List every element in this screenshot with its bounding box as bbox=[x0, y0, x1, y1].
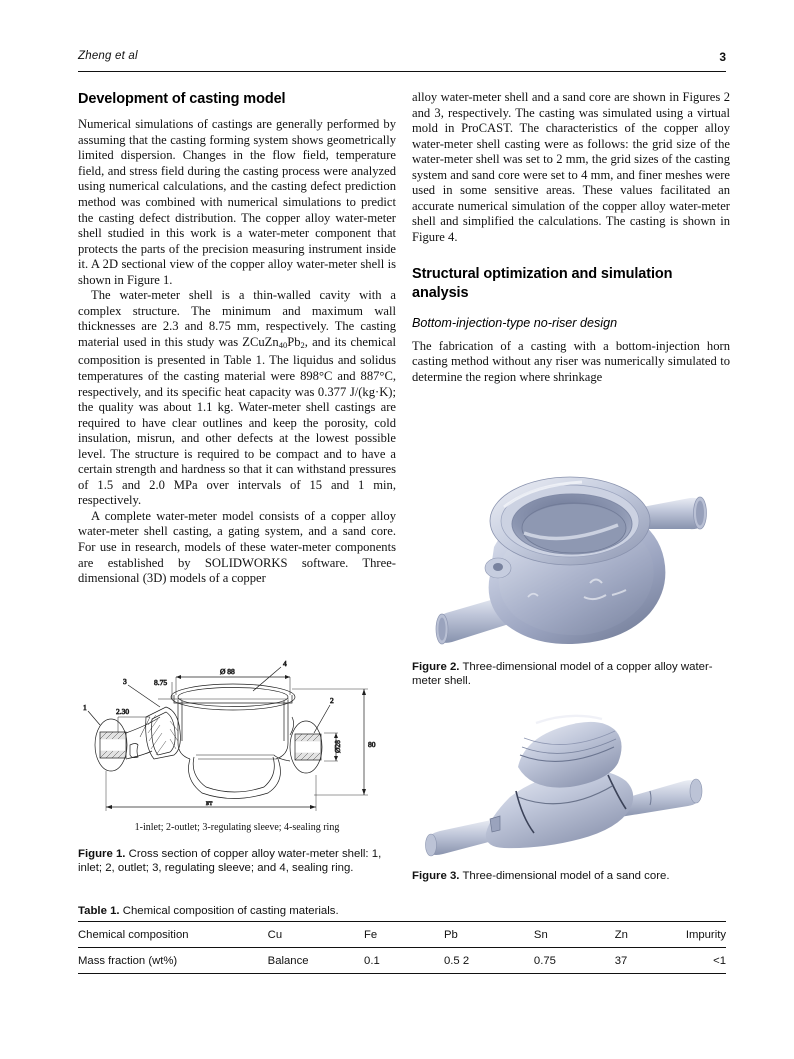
cell-sn: 0.75 bbox=[534, 948, 615, 974]
cell-pb: 0.5 2 bbox=[444, 948, 534, 974]
figure-1-text: Cross section of copper alloy water-meter shell: 1, inlet; 2, outlet; 3, regulating sleeve; and 4, sealing ring. bbox=[78, 848, 382, 875]
page-number: 3 bbox=[719, 50, 726, 64]
shell-outline bbox=[171, 684, 295, 799]
paragraph-3: A complete water-meter model consists of a copper alloy water-meter shell casting, a gating system, and a sand core. For use in research, models of these water-meter components are established by SOLIDWORKS software. Three-dimensional (3D) models of a copper bbox=[78, 508, 396, 586]
alloy-sub-40: 40 bbox=[278, 339, 288, 350]
label-callout-2: 2 bbox=[330, 696, 334, 705]
label-height-80: 80 bbox=[368, 740, 376, 749]
cell-cu: Balance bbox=[268, 948, 364, 974]
dimension-overall-width bbox=[106, 771, 316, 811]
label-callout-1: 1 bbox=[83, 703, 87, 712]
paragraph-continuation: alloy water-meter shell and a sand core are shown in Figures 2 and 3, respectively. The casting was simulated using a virtual mold in ProCAST. The characteristics of the copper alloy water-meter shell casting were as follows: the grid size of the water-meter shell was set to 2 mm, the grid sizes of the casting system and sand core were set to 4 mm, and finer meshes were used in some sensitive areas. These values facilitated an accurate numerical simulation of the copper alloy water-meter shell and simplified the calculations. The casting is shown in Figure 4. bbox=[412, 90, 730, 244]
figure-2-text: Three-dimensional model of a copper alloy water-meter shell. bbox=[412, 661, 713, 688]
subsection-heading-bottom-injection: Bottom-injection-type no-riser design bbox=[412, 316, 618, 330]
figure-1-caption bbox=[78, 847, 396, 876]
cell-impurity: <1 bbox=[686, 948, 726, 974]
section-heading-development: Development of casting model bbox=[78, 91, 286, 107]
sealing-flange bbox=[490, 477, 650, 565]
label-diameter-28: Ø28 bbox=[333, 740, 342, 753]
inlet-section bbox=[95, 717, 160, 771]
label-2-30: 2.30 bbox=[116, 707, 130, 716]
figure-2-image bbox=[412, 455, 730, 655]
column-header-pb: Pb bbox=[444, 922, 534, 948]
column-header-composition: Chemical composition bbox=[78, 922, 268, 948]
boss-feature bbox=[485, 558, 511, 578]
figure-3-caption bbox=[412, 869, 730, 883]
label-overall-width: ʁт bbox=[206, 800, 213, 807]
figure-3-image bbox=[412, 705, 730, 860]
column-header-sn: Sn bbox=[534, 922, 615, 948]
dimension-8-75 bbox=[154, 678, 182, 699]
figure-3-label: Figure 3. bbox=[412, 870, 460, 882]
dimension-diameter-28 bbox=[324, 733, 342, 761]
water-meter-shell-3d-render bbox=[412, 455, 730, 655]
label-callout-4: 4 bbox=[283, 659, 287, 668]
paragraph-2: The water-meter shell is a thin-walled cavity with a complex structure. The minimum and maximum wall thicknesses are 2.3 and 8.75 mm, respectively. The casting material used in this study was $ZCuZn_{40}Pb_2$, and its chemical composition is presented in Table 1. The liquidus and solidus temperatures of the casting material were 898°C and 887°C, respectively, and its specific heat capacity was 0.377 J/(kg·K); the quality was about 1.1 kg. Water-meter shell castings are required to have clear outlines and keep the porosity, cold insulation, misrun, and other defects at the lowest possible level. The structure is required to be compact and to have a certain strength and hardness so that it can withstand pressures of 1.5 and 2.0 MPa over intervals of 15 and 1 min, respectively. bbox=[78, 288, 396, 508]
figure-3-text: Three-dimensional model of a sand core. bbox=[459, 870, 670, 882]
left-column bbox=[78, 90, 396, 587]
table-1-block bbox=[78, 905, 726, 974]
chemical-composition-table bbox=[78, 921, 726, 974]
label-callout-3: 3 bbox=[123, 677, 127, 686]
paragraph-1: Numerical simulations of castings are generally performed by assuming that the casting forming system shows geometrically limited dispersion. Changes in the flow field, temperature field, and stress field during the casting process were analyzed using numerical calculations, and the casting defect prediction method was combined with numerical simulations to predict the casting defect distribution. The copper alloy water-meter shell studied in this work is a water-meter component that protects the parts of the precision measuring instrument inside it. A 2D sectional view of the copper alloy water-meter shell is shown in Figure 1. bbox=[78, 117, 396, 287]
outlet-section bbox=[196, 717, 322, 773]
table-header-row bbox=[78, 922, 726, 948]
table-1-title bbox=[78, 905, 726, 917]
alloy-sub-2: 2 bbox=[300, 339, 305, 350]
column-header-fe: Fe bbox=[364, 922, 444, 948]
label-diameter-88: Ø 88 bbox=[220, 667, 235, 676]
figure-1-legend: 1-inlet; 2-outlet; 3-regulating sleeve; 4-sealing ring bbox=[134, 822, 340, 833]
cell-row-label: Mass fraction (wt%) bbox=[78, 948, 268, 974]
figure-2-label: Figure 2. bbox=[412, 661, 460, 673]
figure-2-caption bbox=[412, 660, 730, 689]
cell-fe: 0.1 bbox=[364, 948, 444, 974]
header-rule bbox=[78, 71, 726, 72]
column-header-cu: Cu bbox=[268, 922, 364, 948]
figure-1-label: Figure 1. bbox=[78, 848, 126, 860]
column-header-zn: Zn bbox=[615, 922, 686, 948]
callout-1 bbox=[83, 703, 100, 725]
table-1-title-text: Chemical composition of casting materials. bbox=[119, 905, 339, 917]
table-1-label: Table 1. bbox=[78, 905, 120, 917]
alloy-formula: $ZCuZn_{40}Pb_2$ bbox=[242, 334, 305, 350]
column-header-impurity: Impurity bbox=[686, 922, 726, 948]
table-row bbox=[78, 948, 726, 974]
label-8-75: 8.75 bbox=[154, 678, 168, 687]
section-heading-structural: Structural optimization and simulation analysis bbox=[412, 266, 673, 301]
sand-core-3d-render bbox=[412, 705, 730, 860]
cross-section-drawing bbox=[78, 655, 396, 820]
figure-1-block bbox=[78, 655, 396, 876]
right-column bbox=[412, 90, 730, 385]
running-head bbox=[78, 50, 726, 72]
paragraph-bottom-injection: The fabrication of a casting with a bottom-injection horn casting method without any riser was numerically simulated to determine the region where shrinkage bbox=[412, 338, 730, 384]
cell-zn: 37 bbox=[615, 948, 686, 974]
callout-2 bbox=[314, 696, 334, 733]
running-head-author: Zheng et al bbox=[78, 50, 138, 62]
